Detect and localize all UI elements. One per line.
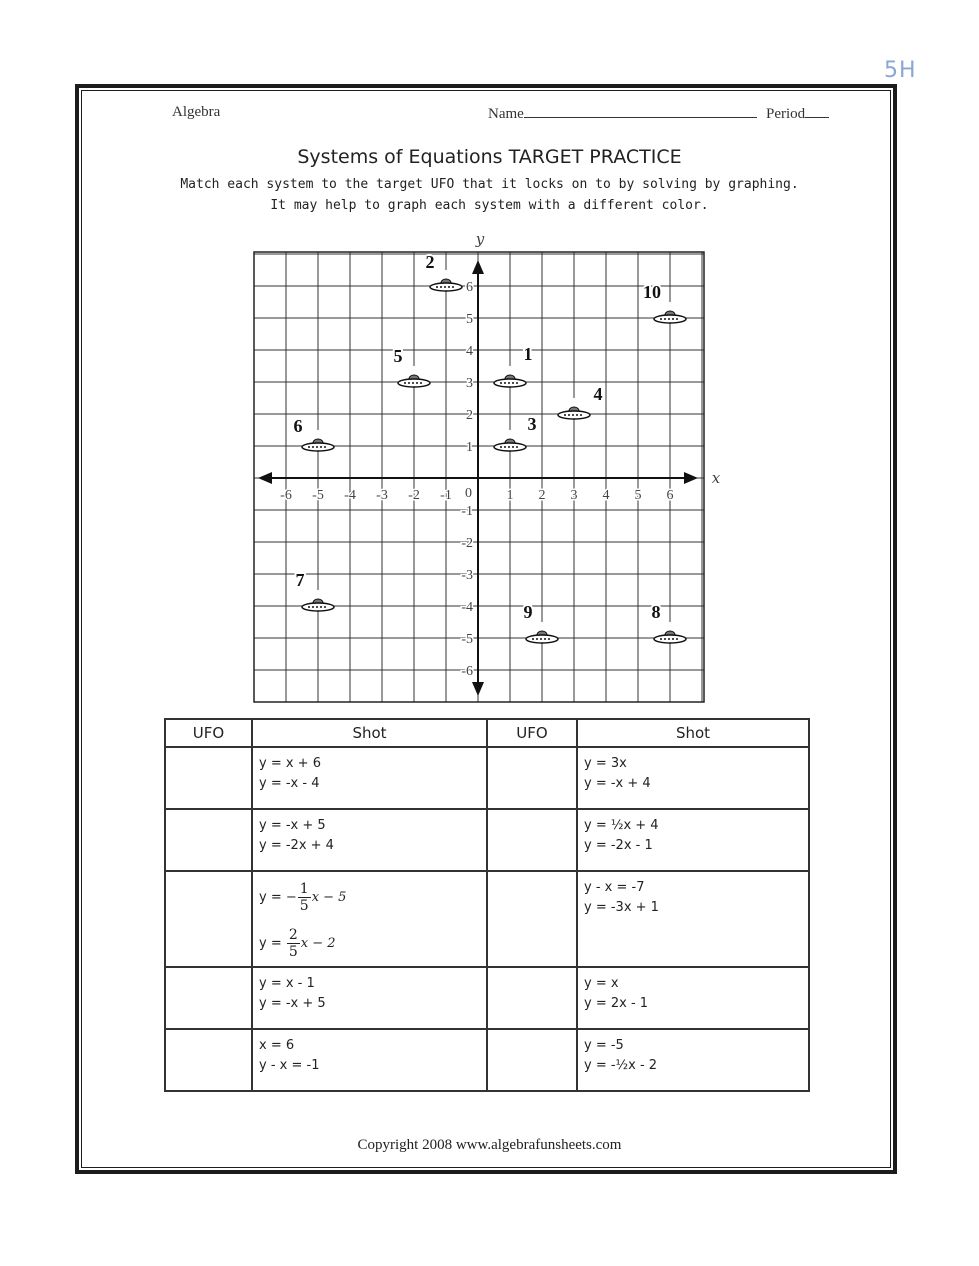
ufo-target-label: 7	[295, 570, 305, 590]
shot-cell	[252, 747, 487, 809]
fraction-denominator: 5	[288, 943, 298, 960]
ufo-target-label: 2	[425, 252, 435, 272]
x-tick-label: 4	[602, 488, 610, 503]
x-tick-label: 3	[570, 488, 578, 503]
equation-rest: x − 2	[300, 935, 336, 951]
y-axis-arrow-down	[472, 682, 484, 696]
period-label: Period	[766, 106, 806, 122]
origin-label: 0	[465, 486, 472, 501]
equation: y = -x + 5	[259, 996, 326, 1011]
equation: y = -2x + 4	[259, 838, 334, 853]
x-tick-label: 1	[506, 488, 514, 503]
ufo-answer-cell[interactable]	[165, 747, 252, 809]
shot-cell	[252, 809, 487, 871]
shot-cell	[252, 871, 487, 967]
equation-prefix: y =	[259, 935, 286, 951]
shot-cell	[577, 871, 809, 967]
table-header-row	[165, 719, 809, 747]
y-tick-label: 3	[466, 376, 473, 391]
fraction-equation	[259, 874, 480, 920]
shot-cell	[252, 1029, 487, 1091]
y-tick-label: 1	[466, 440, 473, 455]
ufo-target-label: 6	[293, 416, 303, 436]
x-tick-label: 5	[634, 488, 642, 503]
shot-cell	[577, 747, 809, 809]
copyright-footer: Copyright 2008 www.algebrafunsheets.com	[357, 1137, 622, 1153]
table-row	[165, 967, 809, 1029]
equation: x = 6	[259, 1038, 295, 1053]
y-axis-arrow-up	[472, 260, 484, 274]
table-row	[165, 747, 809, 809]
ufo-answer-cell[interactable]	[165, 871, 252, 967]
shot-cell	[252, 967, 487, 1029]
ufo-answer-cell[interactable]	[487, 747, 577, 809]
header-shot-right: Shot	[577, 719, 809, 747]
ufo-target-label: 10	[643, 282, 661, 302]
name-label: Name	[488, 106, 524, 122]
fraction	[298, 881, 311, 914]
y-tick-label: -3	[461, 568, 473, 583]
equation: y = -x + 5	[259, 818, 326, 833]
y-axis-label: y	[475, 230, 485, 248]
fraction	[287, 927, 300, 960]
ufo-answer-cell[interactable]	[165, 1029, 252, 1091]
ufo-target-label: 4	[593, 384, 603, 404]
y-tick-label: -1	[461, 504, 473, 519]
handwritten-corner-note: 5H	[884, 58, 917, 83]
y-tick-label: -5	[461, 632, 473, 647]
equation: y = -½x - 2	[584, 1058, 658, 1073]
x-tick-label: 6	[666, 488, 674, 503]
equation-sign: −	[285, 889, 297, 905]
equation: y = -5	[584, 1038, 624, 1053]
equation: y = x + 6	[259, 756, 321, 771]
ufo-answer-cell[interactable]	[487, 809, 577, 871]
equation: y = 3x	[584, 756, 627, 771]
answer-table	[164, 718, 810, 1092]
equation: y = x	[584, 976, 619, 991]
y-tick-label: 5	[466, 312, 473, 327]
x-tick-label: -3	[376, 488, 388, 503]
equation: y = -x + 4	[584, 776, 651, 791]
equation-rest: x − 5	[311, 889, 347, 905]
equation: y = x - 1	[259, 976, 315, 991]
header-shot-left: Shot	[252, 719, 487, 747]
ufo-target-label: 3	[527, 414, 537, 434]
ufo-target-label: 8	[651, 602, 661, 622]
ufo-answer-cell[interactable]	[487, 967, 577, 1029]
table-row	[165, 871, 809, 967]
table-row	[165, 809, 809, 871]
x-tick-label: -6	[280, 488, 292, 503]
ufo-target-label: 9	[523, 602, 533, 622]
x-tick-label: -1	[440, 488, 452, 503]
x-tick-label: -4	[344, 488, 356, 503]
ufo-answer-cell[interactable]	[487, 1029, 577, 1091]
equation: y = ½x + 4	[584, 818, 659, 833]
x-axis-label: x	[711, 469, 721, 487]
equation: y - x = -7	[584, 880, 645, 895]
equation: y - x = -1	[259, 1058, 320, 1073]
equation: y = -x - 4	[259, 776, 320, 791]
fraction-equation	[259, 920, 480, 966]
worksheet-title: Systems of Equations TARGET PRACTICE	[297, 146, 682, 168]
ufo-target-label: 5	[393, 346, 403, 366]
y-tick-label: 4	[466, 344, 473, 359]
x-tick-label: -5	[312, 488, 324, 503]
equation-prefix: y =	[259, 889, 286, 905]
ufo-target-label: 1	[523, 344, 533, 364]
x-tick-label: 2	[538, 488, 546, 503]
fraction-numerator: 2	[288, 926, 298, 943]
ufo-answer-cell[interactable]	[487, 871, 577, 967]
table-row	[165, 1029, 809, 1091]
ufo-answer-cell[interactable]	[165, 967, 252, 1029]
header-ufo-left: UFO	[165, 719, 252, 747]
subject-label: Algebra	[172, 104, 221, 120]
equation: y = -3x + 1	[584, 900, 659, 915]
instruction-line-2: It may help to graph each system with a different color.	[270, 198, 709, 213]
x-axis-arrow-right	[684, 472, 698, 484]
header-ufo-right: UFO	[487, 719, 577, 747]
y-tick-label: -2	[461, 536, 473, 551]
shot-cell	[577, 809, 809, 871]
equation: y = 2x - 1	[584, 996, 649, 1011]
y-tick-label: -4	[461, 600, 473, 615]
equation: y = -2x - 1	[584, 838, 653, 853]
shot-cell	[577, 967, 809, 1029]
x-axis-arrow-left	[258, 472, 272, 484]
ufo-answer-cell[interactable]	[165, 809, 252, 871]
y-tick-label: 2	[466, 408, 473, 423]
y-tick-label: 6	[466, 280, 473, 295]
y-tick-label: -6	[461, 664, 473, 679]
instruction-line-1: Match each system to the target UFO that it locks on to by solving by graphing.	[180, 177, 799, 192]
shot-cell	[577, 1029, 809, 1091]
x-tick-label: -2	[408, 488, 420, 503]
fraction-numerator: 1	[299, 880, 309, 897]
fraction-denominator: 5	[299, 897, 309, 914]
